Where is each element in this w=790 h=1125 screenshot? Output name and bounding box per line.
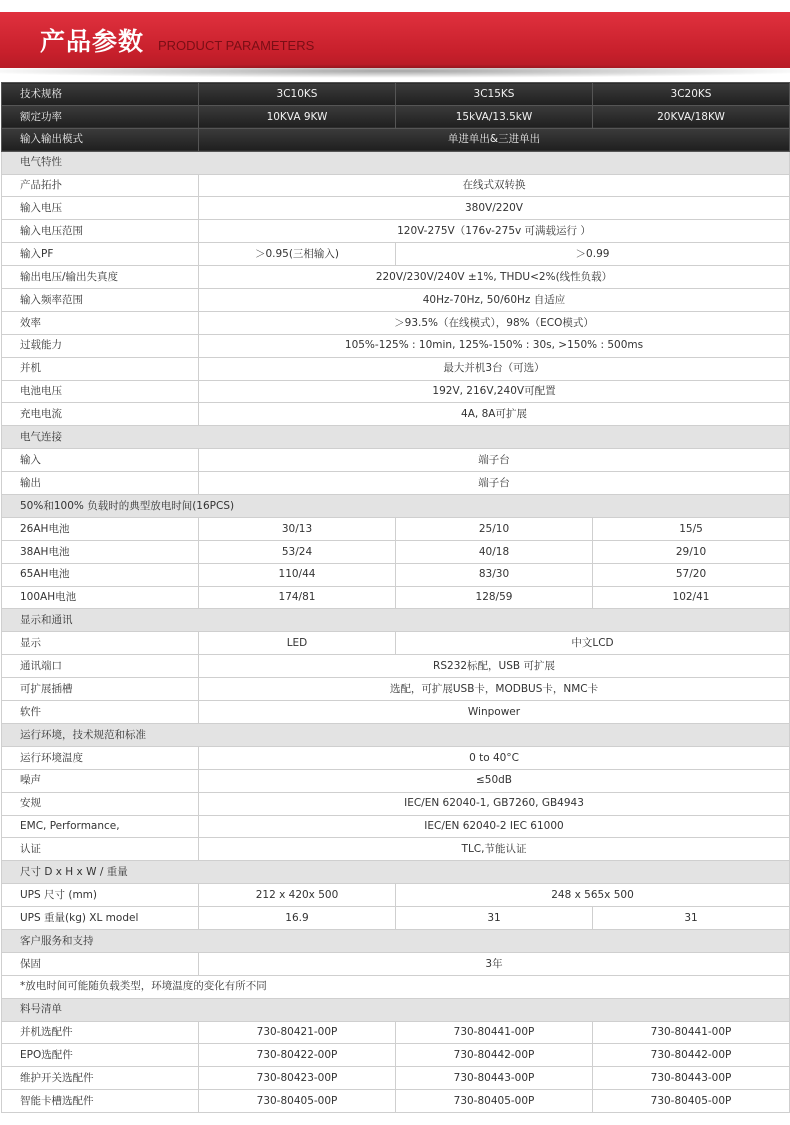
row-label: 并机选配件 <box>2 1021 199 1044</box>
row-label: 输出 <box>2 472 199 495</box>
cell-value: 端子台 <box>199 472 790 495</box>
banner-shadow <box>0 64 790 78</box>
header-banner <box>0 0 790 80</box>
row-label: 电池电压 <box>2 380 199 403</box>
cell-value: IEC/EN 62040-2 IEC 61000 <box>199 815 790 838</box>
cell-value: 16.9 <box>199 907 396 930</box>
cell-value: 3C10KS <box>199 83 396 106</box>
cell-value: 31 <box>396 907 593 930</box>
table-row <box>2 838 790 861</box>
row-label: EMC, Performance, <box>2 815 199 838</box>
cell-value: 212 x 420x 500 <box>199 884 396 907</box>
row-label: 认证 <box>2 838 199 861</box>
table-row <box>2 1021 790 1044</box>
table-row <box>2 678 790 701</box>
table-row <box>2 907 790 930</box>
cell-value: Winpower <box>199 701 790 724</box>
row-label: 显示 <box>2 632 199 655</box>
section-title: 50%和100% 负载时的典型放电时间(16PCS) <box>2 495 790 518</box>
cell-value: 29/10 <box>593 540 790 563</box>
table-row <box>2 357 790 380</box>
table-row <box>2 586 790 609</box>
row-label: 可扩展插槽 <box>2 678 199 701</box>
row-label: 智能卡槽选配件 <box>2 1090 199 1113</box>
cell-value: ＞0.99 <box>396 243 790 266</box>
section-title: 电气特性 <box>2 151 790 174</box>
cell-value: 730-80405-00P <box>396 1090 593 1113</box>
section-header <box>2 495 790 518</box>
cell-value: 730-80405-00P <box>199 1090 396 1113</box>
cell-value: 730-80441-00P <box>396 1021 593 1044</box>
table-row <box>2 746 790 769</box>
cell-value: 25/10 <box>396 517 593 540</box>
cell-value: 248 x 565x 500 <box>396 884 790 907</box>
table-row <box>2 472 790 495</box>
section-header <box>2 426 790 449</box>
cell-value: 15/5 <box>593 517 790 540</box>
row-label: 噪声 <box>2 769 199 792</box>
row-label: 65AH电池 <box>2 563 199 586</box>
cell-value: 174/81 <box>199 586 396 609</box>
cell-value: 53/24 <box>199 540 396 563</box>
cell-value: 40/18 <box>396 540 593 563</box>
table-row <box>2 1067 790 1090</box>
cell-value: 380V/220V <box>199 197 790 220</box>
table-row <box>2 517 790 540</box>
cell-value: 730-80441-00P <box>593 1021 790 1044</box>
row-label: 输入 <box>2 449 199 472</box>
table-row <box>2 1044 790 1067</box>
section-title: 尺寸 D x H x W / 重量 <box>2 861 790 884</box>
section-title: 电气连接 <box>2 426 790 449</box>
row-label: 维护开关选配件 <box>2 1067 199 1090</box>
row-label: 26AH电池 <box>2 517 199 540</box>
cell-value: 3C20KS <box>593 83 790 106</box>
table-row <box>2 632 790 655</box>
cell-value: 730-80423-00P <box>199 1067 396 1090</box>
table-row <box>2 952 790 975</box>
section-header <box>2 151 790 174</box>
cell-value: 在线式双转换 <box>199 174 790 197</box>
cell-value: 30/13 <box>199 517 396 540</box>
row-label: UPS 重量(kg) XL model <box>2 907 199 930</box>
table-row <box>2 380 790 403</box>
row-label: 运行环境温度 <box>2 746 199 769</box>
cell-value: 0 to 40°C <box>199 746 790 769</box>
cell-value: 31 <box>593 907 790 930</box>
cell-value: TLC,节能认证 <box>199 838 790 861</box>
cell-value: 40Hz-70Hz, 50/60Hz 自适应 <box>199 289 790 312</box>
cell-value: 730-80443-00P <box>593 1067 790 1090</box>
cell-value: 3C15KS <box>396 83 593 106</box>
cell-value: 730-80422-00P <box>199 1044 396 1067</box>
cell-value: 730-80442-00P <box>593 1044 790 1067</box>
cell-value: 中文LCD <box>396 632 790 655</box>
row-label: 过载能力 <box>2 334 199 357</box>
row-label: 产品拓扑 <box>2 174 199 197</box>
table-row <box>2 563 790 586</box>
spec-table <box>1 82 790 1113</box>
row-label: 输入电压 <box>2 197 199 220</box>
cell-value: 15kVA/13.5kW <box>396 105 593 128</box>
table-row <box>2 83 790 106</box>
cell-value: 选配，可扩展USB卡，MODBUS卡，NMC卡 <box>199 678 790 701</box>
row-label: 充电电流 <box>2 403 199 426</box>
cell-value: LED <box>199 632 396 655</box>
row-label: 额定功率 <box>2 105 199 128</box>
banner-subtitle: PRODUCT PARAMETERS <box>158 38 315 53</box>
cell-value: 端子台 <box>199 449 790 472</box>
section-title: 料号清单 <box>2 998 790 1021</box>
banner-title: 产品参数 <box>40 27 145 56</box>
section-title: 运行环境，技术规范和标准 <box>2 723 790 746</box>
cell-value: 110/44 <box>199 563 396 586</box>
table-row <box>2 1090 790 1113</box>
section-header <box>2 929 790 952</box>
footnote-row <box>2 975 790 998</box>
cell-value: RS232标配，USB 可扩展 <box>199 655 790 678</box>
cell-value-highlight: ≤50dB <box>199 769 790 792</box>
table-row <box>2 334 790 357</box>
table-row <box>2 266 790 289</box>
table-row <box>2 701 790 724</box>
table-row <box>2 884 790 907</box>
row-label: EPO选配件 <box>2 1044 199 1067</box>
row-label: 软件 <box>2 701 199 724</box>
table-row <box>2 220 790 243</box>
cell-value: 105%-125% : 10min, 125%-150% : 30s, >150% : 500ms <box>199 334 790 357</box>
cell-value: 最大并机3台（可选） <box>199 357 790 380</box>
cell-value: 120V-275V（176v-275v 可满载运行 ） <box>199 220 790 243</box>
table-row <box>2 128 790 151</box>
row-label: 效率 <box>2 311 199 334</box>
row-label: 技术规格 <box>2 83 199 106</box>
section-header <box>2 861 790 884</box>
cell-value: 102/41 <box>593 586 790 609</box>
section-header <box>2 609 790 632</box>
table-row <box>2 449 790 472</box>
row-label: 输入PF <box>2 243 199 266</box>
cell-value: 57/20 <box>593 563 790 586</box>
row-label: 38AH电池 <box>2 540 199 563</box>
cell-value: 单进单出&三进单出 <box>199 128 790 151</box>
row-label: 输入频率范围 <box>2 289 199 312</box>
table-row <box>2 289 790 312</box>
table-row <box>2 105 790 128</box>
table-row <box>2 197 790 220</box>
cell-value: 220V/230V/240V ±1%, THDU<2%(线性负载） <box>199 266 790 289</box>
cell-value: 10KVA 9KW <box>199 105 396 128</box>
row-label: 保固 <box>2 952 199 975</box>
cell-value: 730-80405-00P <box>593 1090 790 1113</box>
cell-value: 730-80421-00P <box>199 1021 396 1044</box>
row-label: 安规 <box>2 792 199 815</box>
table-row <box>2 769 790 792</box>
section-header <box>2 723 790 746</box>
table-row <box>2 815 790 838</box>
cell-value: 83/30 <box>396 563 593 586</box>
row-label: 输入电压范围 <box>2 220 199 243</box>
table-row <box>2 311 790 334</box>
row-label: 100AH电池 <box>2 586 199 609</box>
cell-value: ＞0.95(三相输入) <box>199 243 396 266</box>
cell-value: 128/59 <box>396 586 593 609</box>
table-row <box>2 540 790 563</box>
cell-value: 730-80442-00P <box>396 1044 593 1067</box>
row-label: UPS 尺寸 (mm) <box>2 884 199 907</box>
cell-value: 3年 <box>199 952 790 975</box>
table-row <box>2 174 790 197</box>
row-label: 通讯端口 <box>2 655 199 678</box>
footnote: *放电时间可能随负载类型，环境温度的变化有所不同 <box>2 975 790 998</box>
cell-value: 192V, 216V,240V可配置 <box>199 380 790 403</box>
cell-value: 20KVA/18KW <box>593 105 790 128</box>
section-title: 显示和通讯 <box>2 609 790 632</box>
table-row <box>2 655 790 678</box>
row-label: 并机 <box>2 357 199 380</box>
section-title: 客户服务和支持 <box>2 929 790 952</box>
row-label: 输入输出模式 <box>2 128 199 151</box>
cell-value: IEC/EN 62040-1, GB7260, GB4943 <box>199 792 790 815</box>
table-row <box>2 403 790 426</box>
cell-value: 730-80443-00P <box>396 1067 593 1090</box>
table-row <box>2 243 790 266</box>
section-header <box>2 998 790 1021</box>
table-row <box>2 792 790 815</box>
cell-value: ＞93.5%（在线模式），98%（ECO模式） <box>199 311 790 334</box>
cell-value: 4A, 8A可扩展 <box>199 403 790 426</box>
row-label: 输出电压/输出失真度 <box>2 266 199 289</box>
